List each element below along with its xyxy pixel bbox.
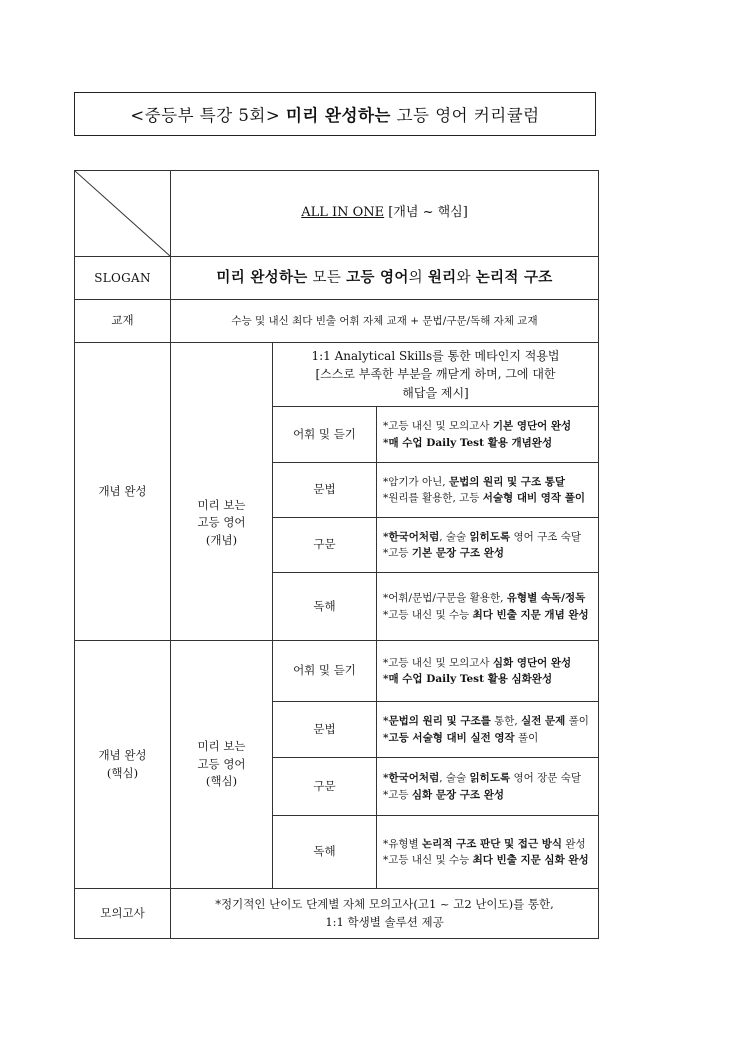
textbook-row xyxy=(75,300,599,343)
detail-bold: 최다 빈출 지문 개념 완성 xyxy=(472,608,589,621)
slogan-part: 고등 영어 xyxy=(346,268,409,286)
area-label: 문법 xyxy=(273,463,377,518)
detail-text: 풀이 xyxy=(565,715,589,728)
sublabel-line: 미리 보는 xyxy=(197,738,246,753)
sublabel-line: (핵심) xyxy=(205,774,238,789)
detail-bold: 읽히도록 xyxy=(469,772,511,785)
area-label: 구문 xyxy=(273,518,377,573)
detail-text: *고등 내신 및 모의고사 xyxy=(383,420,493,433)
area-detail xyxy=(377,573,599,641)
slogan-part: 의 xyxy=(408,269,423,286)
slogan-part: 논리적 구조 xyxy=(475,268,553,286)
area-label: 독해 xyxy=(273,573,377,641)
detail-text: 완성 xyxy=(562,837,586,850)
section1-label: 개념 완성 xyxy=(75,343,171,641)
section2-row-vocab xyxy=(75,641,599,702)
area-label: 문법 xyxy=(273,702,377,758)
detail-text: *암기가 아닌, xyxy=(383,475,449,488)
detail-bold: *매 수업 Daily Test 활용 심화완성 xyxy=(383,673,553,685)
title-bold: 미리 완성하는 xyxy=(285,106,391,125)
title-prefix: <중등부 특강 5회> xyxy=(130,106,281,125)
detail-bold: 최다 빈출 지문 심화 완성 xyxy=(472,854,589,866)
area-detail xyxy=(377,758,599,816)
detail-bold: *문법의 원리 및 구조를 xyxy=(383,715,491,728)
detail-text: *고등 xyxy=(383,547,412,559)
slogan-text xyxy=(171,257,599,300)
detail-bold: 기본 문장 구조 완성 xyxy=(411,547,504,559)
slogan-part: 와 xyxy=(456,269,471,286)
mock-exam-line: 1:1 학생별 솔루션 제공 xyxy=(325,914,444,929)
metacog-line: 1:1 Analytical Skills를 통한 메타인지 적용법 xyxy=(311,348,560,363)
detail-text: *원리를 활용한, 고등 xyxy=(383,492,483,504)
area-detail xyxy=(377,641,599,702)
textbook-label: 교재 xyxy=(75,300,171,343)
detail-text: *유형별 xyxy=(383,837,423,850)
section2-label-line: (핵심) xyxy=(106,765,139,780)
detail-bold: *매 수업 Daily Test 활용 개념완성 xyxy=(383,436,553,449)
sublabel-line: (개념) xyxy=(205,533,238,548)
area-label: 독해 xyxy=(273,816,377,889)
mock-exam-line: *정기적인 난이도 단계별 자체 모의고사(고1 ~ 고2 난이도)를 통한, xyxy=(215,896,554,911)
sublabel-line: 미리 보는 xyxy=(197,497,246,512)
detail-bold: 심화 문장 구조 완성 xyxy=(411,788,504,801)
diagonal-line xyxy=(75,171,170,256)
title-suffix: 고등 영어 커리큘럼 xyxy=(396,106,540,125)
area-detail xyxy=(377,463,599,518)
detail-bold: 논리적 구조 판단 및 접근 방식 xyxy=(422,837,563,850)
detail-text: *고등 내신 및 수능 xyxy=(383,608,473,621)
area-detail xyxy=(377,702,599,758)
detail-text: , 술술 xyxy=(439,772,470,785)
header-row xyxy=(75,171,599,257)
detail-bold: 문법의 원리 및 구조 통달 xyxy=(448,475,566,488)
detail-text: 풀이 xyxy=(514,731,539,744)
program-header xyxy=(171,171,599,257)
detail-bold: *한국어처럼 xyxy=(383,772,440,785)
slogan-part: 미리 완성하는 xyxy=(216,268,308,286)
detail-bold: 심화 영단어 완성 xyxy=(492,656,572,669)
metacog-row xyxy=(75,343,599,407)
document-title xyxy=(74,92,596,136)
mock-exam-label: 모의고사 xyxy=(75,889,171,939)
area-detail xyxy=(377,816,599,889)
program-range: [개념 ~ 핵심] xyxy=(388,205,468,221)
section2-sublabel xyxy=(171,641,273,889)
detail-text: 통한, xyxy=(490,715,522,728)
program-name: ALL IN ONE xyxy=(301,205,385,221)
detail-bold: 기본 영단어 완성 xyxy=(492,420,572,433)
curriculum-table xyxy=(74,170,599,939)
area-detail xyxy=(377,407,599,463)
detail-bold: 서술형 대비 영작 풀이 xyxy=(482,492,586,504)
area-label: 구문 xyxy=(273,758,377,816)
corner-diagonal-cell xyxy=(75,171,171,257)
detail-text: *어휘/문법/구문을 활용한, xyxy=(383,592,507,605)
area-label: 어휘 및 듣기 xyxy=(273,641,377,702)
section1-sublabel xyxy=(171,407,273,641)
sublabel-line: 고등 영어 xyxy=(197,756,246,771)
sublabel-line: 고등 영어 xyxy=(197,515,246,530)
metacog-line: 해답을 제시] xyxy=(402,385,469,400)
section2-label-line: 개념 완성 xyxy=(98,747,147,762)
detail-text: , 술술 xyxy=(439,530,470,543)
detail-bold: 실전 문제 xyxy=(521,715,566,728)
textbook-value: 수능 및 내신 최다 빈출 어휘 자체 교재 + 문법/구문/독해 자체 교재 xyxy=(171,300,599,343)
area-detail xyxy=(377,518,599,573)
detail-bold: *고등 서술형 대비 실전 영작 xyxy=(383,731,515,744)
mock-exam-row xyxy=(75,889,599,939)
detail-text: *고등 내신 및 모의고사 xyxy=(383,656,493,669)
metacog-description xyxy=(273,343,599,407)
detail-bold: 읽히도록 xyxy=(469,530,511,543)
slogan-part: 원리 xyxy=(427,268,457,286)
detail-bold: 유형별 속독/정독 xyxy=(506,592,586,605)
detail-text: *고등 내신 및 수능 xyxy=(383,854,473,866)
slogan-part: 모든 xyxy=(312,269,342,286)
detail-text: *고등 xyxy=(383,788,412,801)
area-label: 어휘 및 듣기 xyxy=(273,407,377,463)
detail-text: 영어 구조 숙달 xyxy=(510,530,581,543)
slogan-row xyxy=(75,257,599,300)
detail-text: 영어 장문 숙달 xyxy=(510,772,581,785)
metacog-line: [스스로 부족한 부분을 깨닫게 하며, 그에 대한 xyxy=(315,367,556,382)
section2-label xyxy=(75,641,171,889)
detail-bold: *한국어처럼 xyxy=(383,530,440,543)
slogan-label: SLOGAN xyxy=(75,257,171,300)
mock-exam-detail xyxy=(171,889,599,939)
